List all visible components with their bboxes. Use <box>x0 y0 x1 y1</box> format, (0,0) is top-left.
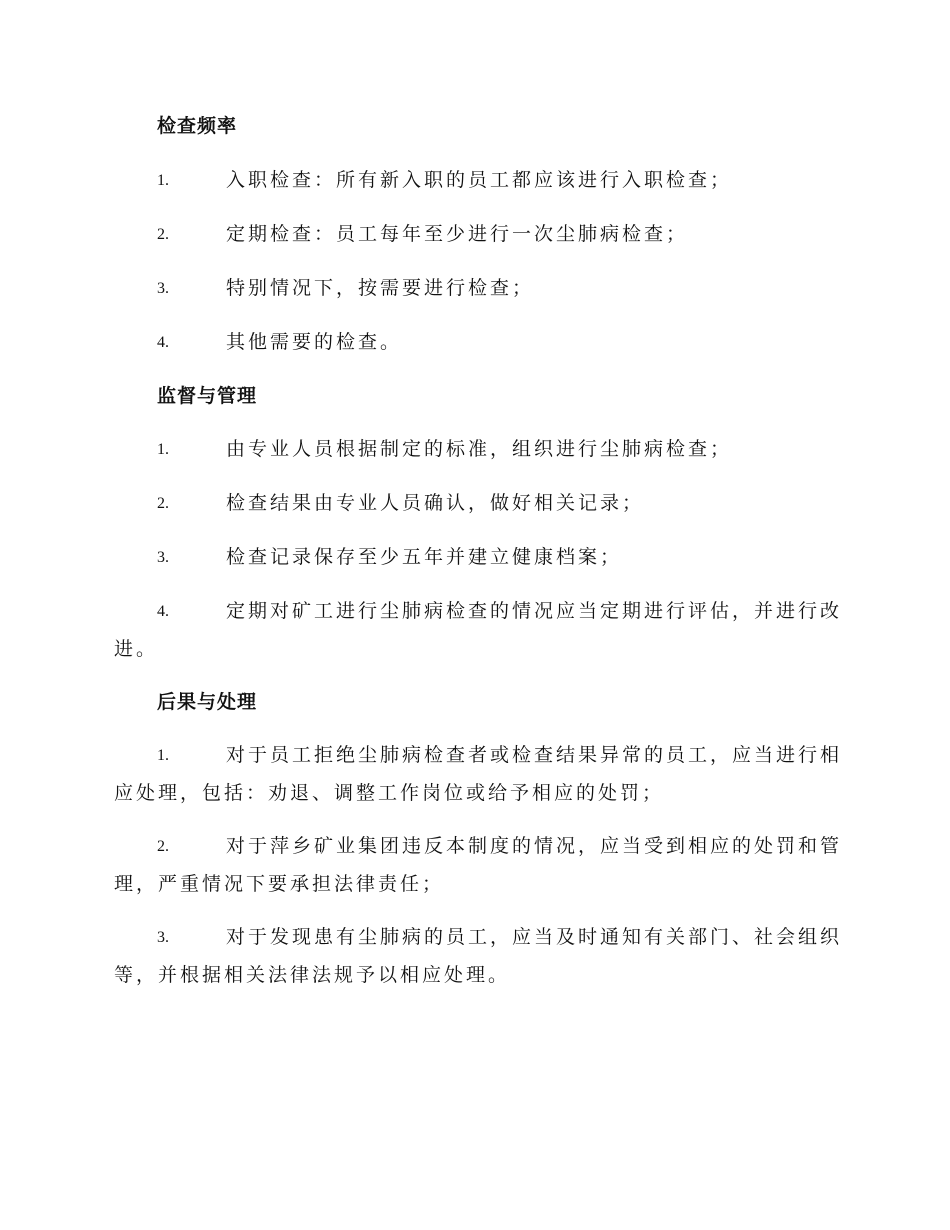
list-item-text: 入职检查：所有新入职的员工都应该进行入职检查； <box>226 169 733 191</box>
list-item-text-continued: 理，严重情况下要承担法律责任； <box>114 873 445 895</box>
list-item-number: 1. <box>157 747 169 764</box>
list-item-number: 1. <box>157 441 169 458</box>
list-item-number: 4. <box>157 334 169 351</box>
list-item-text: 对于萍乡矿业集团违反本制度的情况，应当受到相应的处罚和管 <box>226 835 843 857</box>
section-heading-inspection-frequency: 检查频率 <box>157 115 238 137</box>
list-item-text: 检查结果由专业人员确认，做好相关记录； <box>226 492 645 514</box>
list-item-text-continued: 进。 <box>114 638 159 660</box>
list-item-text: 特别情况下，按需要进行检查； <box>226 277 535 299</box>
list-item-text: 其他需要的检查。 <box>226 331 403 353</box>
list-item-text-continued: 应处理，包括：劝退、调整工作岗位或给予相应的处罚； <box>114 782 665 804</box>
list-item-number: 3. <box>157 929 169 946</box>
list-item-number: 2. <box>157 226 169 243</box>
section-heading-consequences-handling: 后果与处理 <box>157 691 258 713</box>
list-item-number: 3. <box>157 549 169 566</box>
list-item-text: 定期检查：员工每年至少进行一次尘肺病检查； <box>226 223 689 245</box>
list-item-text: 对于员工拒绝尘肺病检查者或检查结果异常的员工，应当进行相 <box>226 744 843 766</box>
list-item-text: 检查记录保存至少五年并建立健康档案； <box>226 546 623 568</box>
section-heading-supervision-management: 监督与管理 <box>157 385 258 407</box>
list-item-text-continued: 等，并根据相关法律法规予以相应处理。 <box>114 964 511 986</box>
list-item-text: 定期对矿工进行尘肺病检查的情况应当定期进行评估，并进行改 <box>226 600 843 622</box>
list-item-number: 1. <box>157 172 169 189</box>
list-item-text: 由专业人员根据制定的标准，组织进行尘肺病检查； <box>226 438 733 460</box>
list-item-number: 4. <box>157 603 169 620</box>
list-item-text: 对于发现患有尘肺病的员工，应当及时通知有关部门、社会组织 <box>226 926 843 948</box>
list-item-number: 2. <box>157 838 169 855</box>
list-item-number: 3. <box>157 280 169 297</box>
list-item-number: 2. <box>157 495 169 512</box>
